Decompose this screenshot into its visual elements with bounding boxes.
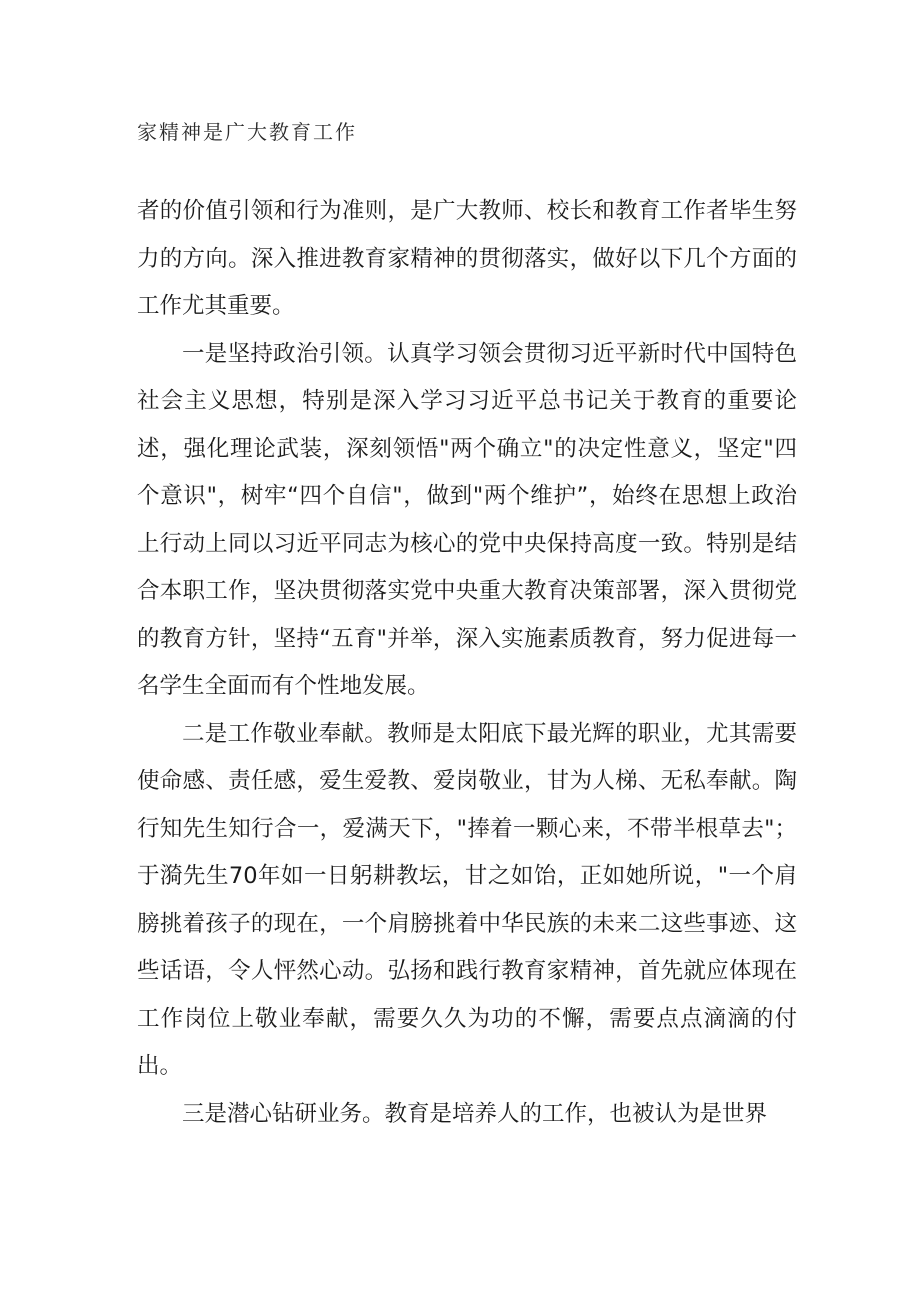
running-header: 家精神是广大教育工作 xyxy=(137,120,357,144)
body-text xyxy=(137,188,797,1138)
paragraph-study: 三是潜心钻研业务。教育是培养人的工作，也被认为是世界 xyxy=(182,1100,768,1127)
paragraph-political-guidance: 一是坚持政治引领。认真学习领会贯彻习近平新时代中国特色社会主义思想，特别是深入学习习近平总书记关于教育的重要论述，强化理论武装，深刻领悟"两个确立"的决定性意义，坚定"四个意识"，树牢“四个自信"，做到"两个维护”，始终在思想上政治上行动上同以习近平同志为核心的党中央保持高度一致。特别是结合本职工作，坚决贯彻落实党中央重大教育决策部署，深入贯彻党的教育方针，坚持“五育"并举，深入实施素质教育，努力促进每一名学生全面而有个性地发展。 xyxy=(137,340,797,699)
paragraph-dedication: 二是工作敬业奉献。教师是太阳底下最光辉的职业，尤其需要使命感、责任感，爱生爱教、爱岗敬业，甘为人梯、无私奉献。陶行知先生知行合一，爱满天下，"捧着一颗心来，不带半根草去"；于漪先生70年如一日躬耕教坛，甘之如饴，正如她所说，"一个肩膀挑着孩子的现在，一个肩膀挑着中华民族的未来二这些事迹、这些话语，令人怦然心动。弘扬和践行教育家精神，首先就应体现在工作岗位上敬业奉献，需要久久为功的不懈，需要点点滴滴的付出。 xyxy=(137,720,797,1079)
paragraph-intro: 者的价值引领和行为准则，是广大教师、校长和教育工作者毕生努力的方向。深入推进教育家精神的贯彻落实，做好以下几个方面的工作尤其重要。 xyxy=(137,198,797,319)
